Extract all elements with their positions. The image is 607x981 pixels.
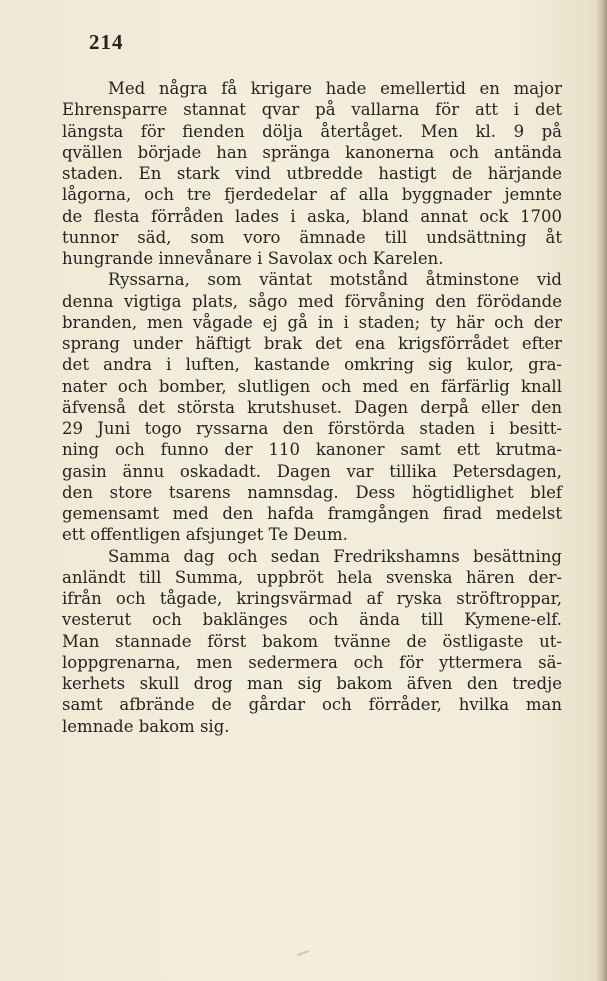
text-line: samt afbrände de gårdar och förråder, hvilka man (62, 695, 562, 715)
paper-speck (297, 950, 309, 956)
text-line: tunnor säd, som voro ämnade till undsättning åt (62, 227, 562, 247)
text-line: de flesta förråden lades i aska, bland annat ock 1700 (62, 206, 562, 226)
text-line: ifrån och tågade, kringsvärmad af ryska ströftroppar, (62, 589, 562, 608)
text-line: ning och funno der 110 kanoner samt ett krutma- (62, 440, 562, 460)
text-line: längsta för fienden dölja återtåget. Men kl. 9 på (62, 121, 562, 141)
page-edge-shadow (597, 0, 607, 981)
text-line: sprang under häftigt brak det ena krigsförrådet efter (62, 334, 562, 353)
page-number: 214 (89, 30, 124, 54)
text-line: den store tsarens namnsdag. Dess högtidlighet blef (62, 482, 562, 502)
text-line: 29 Juni togo ryssarna den förstörda staden i besitt- (62, 419, 562, 438)
text-line: Ryssarna, som väntat motstånd åtminstone vid (108, 270, 562, 290)
text-line: kerhets skull drog man sig bakom äfven den tredje (62, 674, 562, 693)
text-line: vesterut och baklänges och ända till Kymene-elf. (62, 610, 562, 630)
text-line: Ehrensparre stannat qvar på vallarna för att i det (62, 100, 562, 120)
text-line: qvällen började han spränga kanonerna och antända (62, 142, 562, 162)
text-line: anländt till Summa, uppbröt hela svenska hären der- (62, 567, 562, 587)
text-line: Man stannade först bakom tvänne de östligaste ut- (62, 631, 562, 651)
text-line: branden, men vågade ej gå in i staden; ty här och der (62, 312, 562, 332)
text-line: hungrande innevånare i Savolax och Karelen. (62, 249, 444, 268)
text-line: nater och bomber, slutligen och med en färfärlig knall (62, 376, 562, 396)
text-line: det andra i luften, kastande omkring sig kulor, gra- (62, 355, 562, 375)
body-text (62, 78, 562, 737)
text-line: loppgrenarna, men sedermera och för yttermera sä- (62, 652, 562, 672)
text-line: gasin ännu oskadadt. Dagen var tillika Petersdagen, (62, 461, 562, 481)
text-line: lågorna, och tre fjerdedelar af alla byggnader jemnte (62, 185, 562, 205)
text-line: denna vigtiga plats, sågo med förvåning den förödande (62, 291, 562, 311)
text-line: staden. En stark vind utbredde hastigt de härjande (62, 164, 562, 183)
text-line: äfvenså det största krutshuset. Dagen derpå eller den (62, 397, 562, 417)
text-line: Med några få krigare hade emellertid en major (108, 79, 562, 98)
text-line: lemnade bakom sig. (62, 716, 230, 736)
text-line: gemensamt med den hafda framgången firad medelst (62, 504, 562, 523)
text-line: ett offentligen afsjunget Te Deum. (62, 525, 348, 545)
text-line: Samma dag och sedan Fredrikshamns besättning (108, 546, 562, 566)
